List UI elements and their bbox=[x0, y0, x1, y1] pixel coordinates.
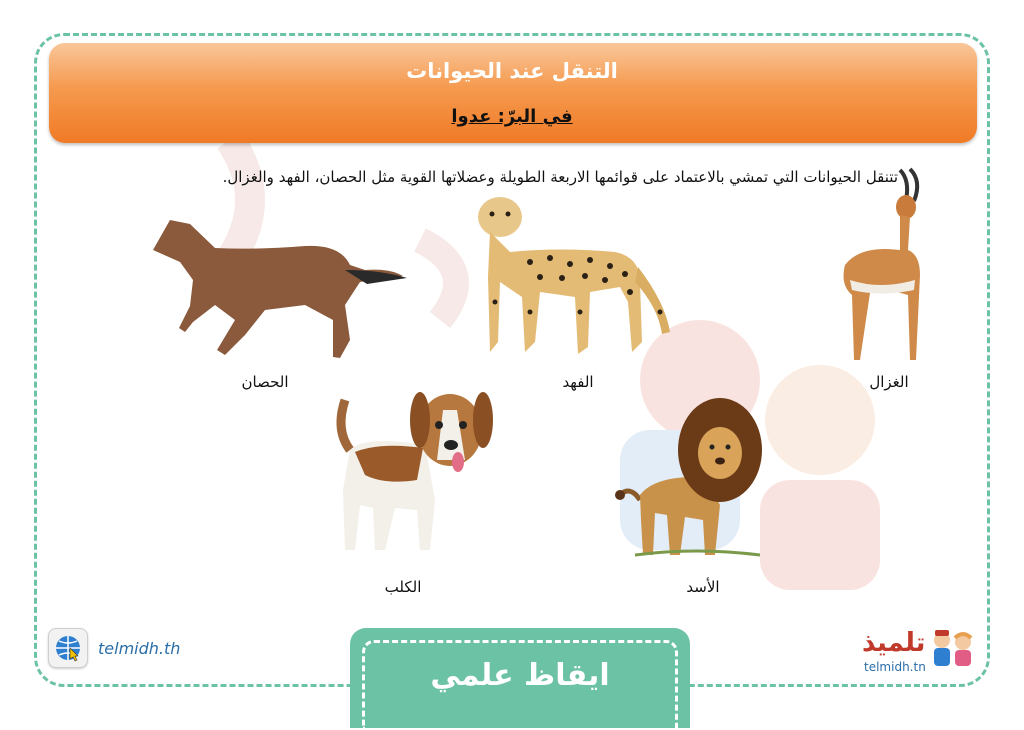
page-subtitle: في البرّ: عدوا bbox=[451, 106, 573, 127]
logo-url: telmidh.tn bbox=[864, 660, 926, 674]
horse-label: الحصان bbox=[241, 373, 289, 391]
cheetah-label: الفهد bbox=[562, 373, 594, 391]
logo-text: تلميذ bbox=[862, 628, 926, 658]
intro-paragraph: تتنقل الحيوانات التي تمشي بالاعتماد على قوائمها الاربعة الطويلة وعضلاتها القوية مثل الحصان، الفهد والغزال. bbox=[222, 168, 898, 186]
dog-image bbox=[325, 390, 495, 555]
lion-image bbox=[615, 395, 765, 560]
site-link[interactable] bbox=[48, 628, 180, 668]
horse-image bbox=[145, 210, 410, 365]
subject-badge-label: ايقاظ علمي bbox=[430, 658, 610, 693]
kids-logo-icon bbox=[930, 628, 976, 670]
lion-label: الأسد bbox=[686, 578, 720, 596]
header-banner bbox=[49, 43, 977, 143]
gazelle-image bbox=[830, 165, 930, 365]
dog-label: الكلب bbox=[384, 578, 422, 596]
globe-icon bbox=[48, 628, 88, 668]
cheetah-image bbox=[470, 192, 680, 357]
gazelle-label: الغزال bbox=[869, 373, 909, 391]
page-title: التنقل عند الحيوانات bbox=[406, 59, 618, 83]
site-url[interactable]: telmidh.th bbox=[98, 638, 181, 658]
